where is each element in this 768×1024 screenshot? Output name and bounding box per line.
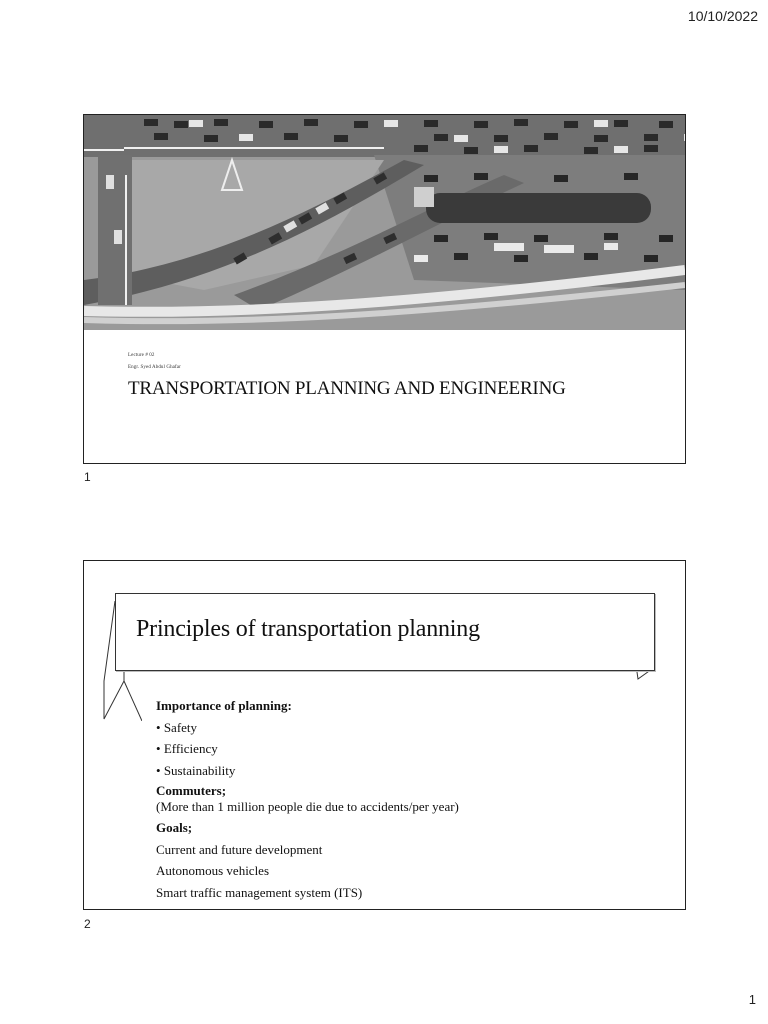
bullet-safety: • Safety bbox=[156, 717, 459, 739]
goal-item: Current and future development bbox=[156, 841, 323, 857]
goal-item: Autonomous vehicles bbox=[156, 863, 270, 878]
importance-heading: Importance of planning: bbox=[156, 698, 292, 713]
slide-1-title: TRANSPORTATION PLANNING AND ENGINEERING bbox=[128, 378, 566, 399]
slide-2-title: Principles of transportation planning bbox=[136, 616, 480, 642]
goal-item: Smart traffic management system (ITS) bbox=[156, 884, 363, 900]
slide-2-content bbox=[156, 695, 459, 903]
lecture-number: Lecture # 02 bbox=[128, 353, 155, 358]
bullet-sustainability: • Sustainability bbox=[156, 760, 459, 782]
slide-1 bbox=[83, 114, 686, 464]
presenter-name: Engr. Syed Abdul Ghafar bbox=[128, 365, 181, 370]
goals-heading: Goals; bbox=[156, 820, 193, 835]
slide-2-title-box bbox=[115, 593, 655, 671]
page-date: 10/10/2022 bbox=[687, 8, 758, 24]
slide-2 bbox=[83, 560, 686, 910]
bullet-efficiency: • Efficiency bbox=[156, 738, 459, 760]
page-number: 1 bbox=[748, 992, 756, 1007]
commuters-heading: Commuters; bbox=[156, 783, 227, 798]
slide-1-number: 1 bbox=[84, 470, 91, 484]
commuters-note: (More than 1 million people die due to accidents/per year) bbox=[156, 799, 459, 814]
aerial-highway-traffic-photo bbox=[84, 115, 685, 330]
slide-2-number: 2 bbox=[84, 917, 91, 931]
